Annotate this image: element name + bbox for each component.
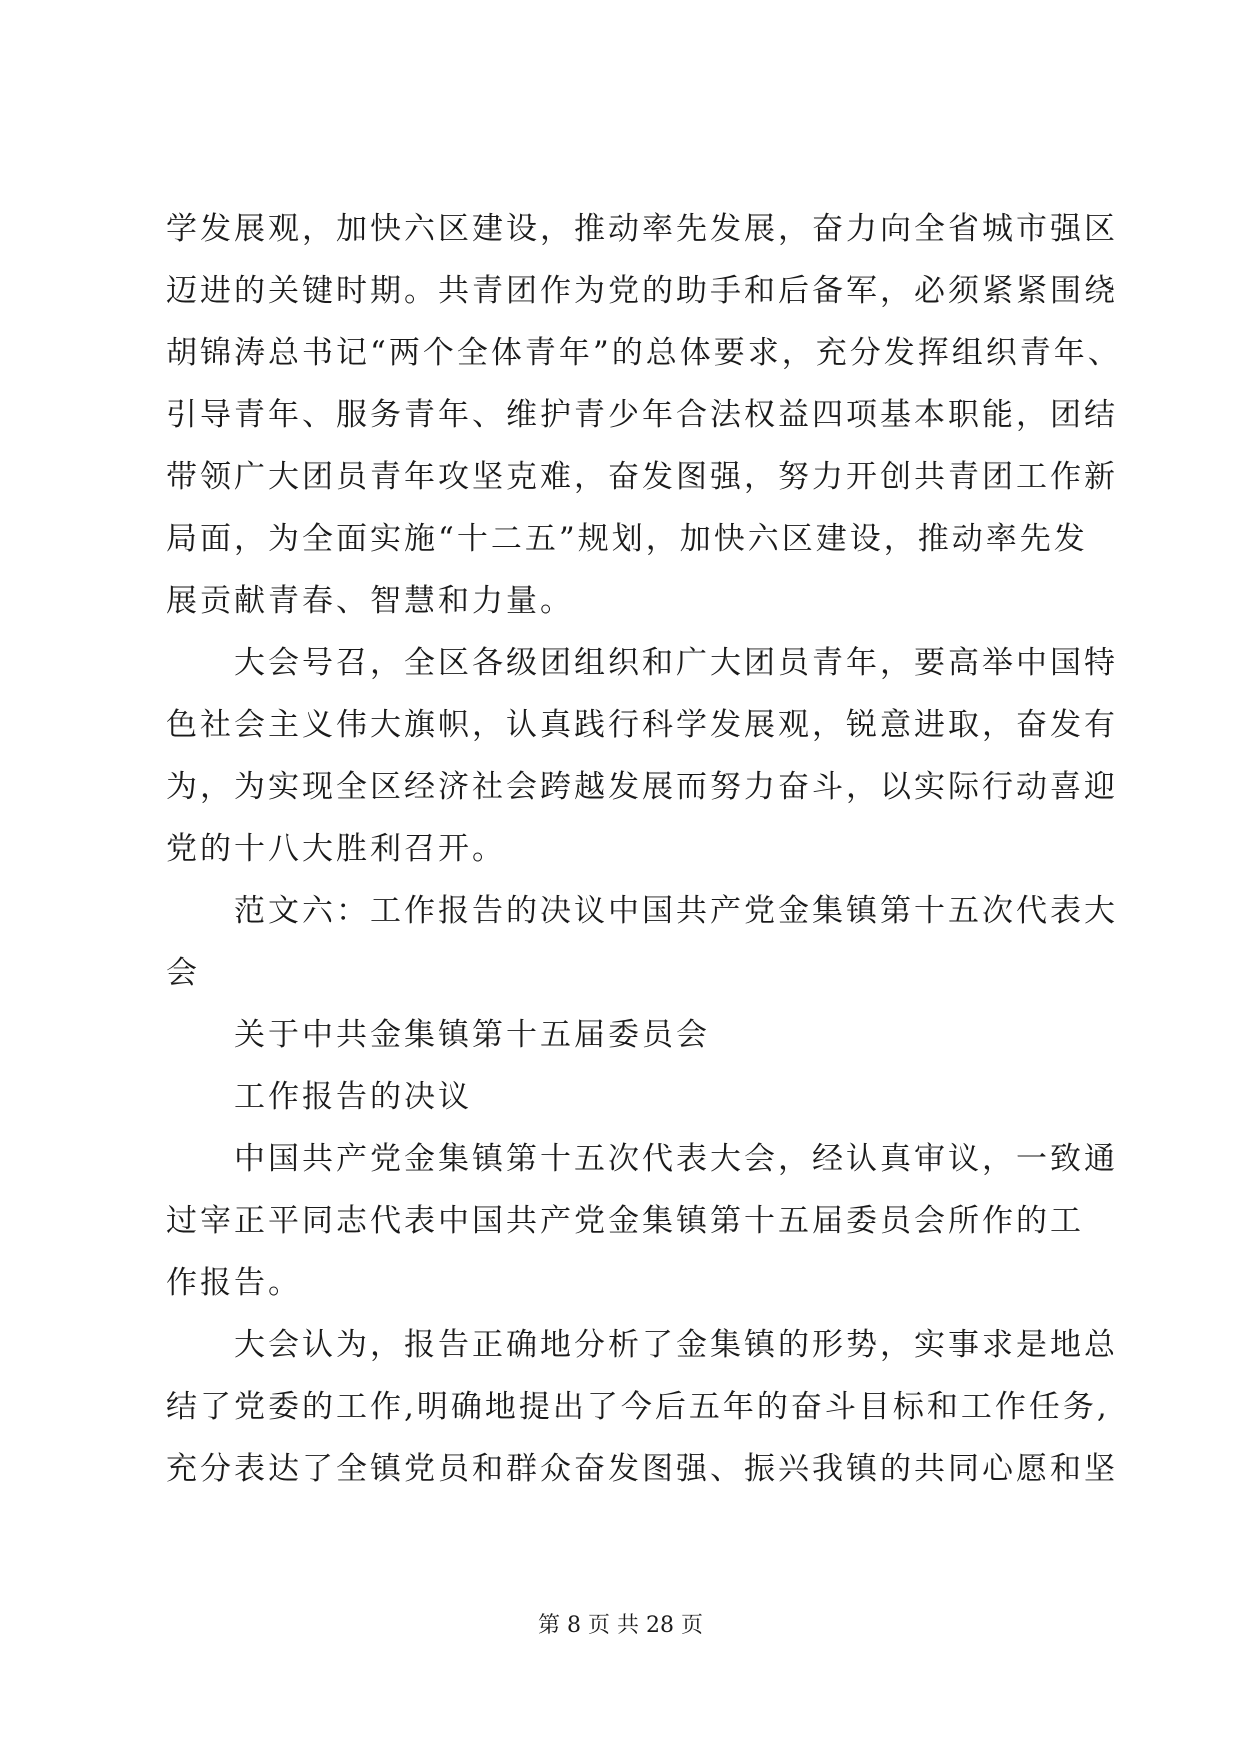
text-line-16: 中国共产党金集镇第十五次代表大会，经认真审议，一致通 xyxy=(234,1141,1118,1177)
text-line-19: 大会认为，报告正确地分析了金集镇的形势，实事求是地总 xyxy=(234,1327,1118,1363)
text-line-20: 结了党委的工作,明确地提出了今后五年的奋斗目标和工作任务, xyxy=(166,1389,1110,1425)
text-line-8: 大会号召，全区各级团组织和广大团员青年，要高举中国特 xyxy=(234,645,1118,681)
text-line-17: 过宰正平同志代表中国共产党金集镇第十五届委员会所作的工 xyxy=(166,1203,1084,1239)
text-line-12: 范文六：工作报告的决议中国共产党金集镇第十五次代表大 xyxy=(234,893,1118,929)
text-line-14: 关于中共金集镇第十五届委员会 xyxy=(234,1017,710,1053)
document-body xyxy=(166,198,1122,1500)
text-line-7: 展贡献青春、智慧和力量。 xyxy=(166,583,574,619)
page-number-footer: 第 8 页 共 28 页 xyxy=(538,1613,703,1638)
text-line-2: 迈进的关键时期。共青团作为党的助手和后备军，必须紧紧围绕 xyxy=(166,273,1118,309)
text-line-6: 局面，为全面实施“十二五”规划，加快六区建设，推动率先发 xyxy=(166,521,1088,557)
text-line-3: 胡锦涛总书记“两个全体青年”的总体要求，充分发挥组织青年、 xyxy=(166,335,1122,371)
text-line-21: 充分表达了全镇党员和群众奋发图强、振兴我镇的共同心愿和坚 xyxy=(166,1451,1118,1487)
text-line-5: 带领广大团员青年攻坚克难，奋发图强，努力开创共青团工作新 xyxy=(166,459,1118,495)
text-line-1: 学发展观，加快六区建设，推动率先发展，奋力向全省城市强区 xyxy=(166,211,1118,247)
text-line-18: 作报告。 xyxy=(166,1265,302,1301)
text-line-11: 党的十八大胜利召开。 xyxy=(166,831,506,867)
text-line-15: 工作报告的决议 xyxy=(234,1079,472,1115)
text-line-4: 引导青年、服务青年、维护青少年合法权益四项基本职能，团结 xyxy=(166,397,1118,433)
text-line-9: 色社会主义伟大旗帜，认真践行科学发展观，锐意进取，奋发有 xyxy=(166,707,1118,743)
text-line-13: 会 xyxy=(166,955,200,991)
text-line-10: 为，为实现全区经济社会跨越发展而努力奋斗，以实际行动喜迎 xyxy=(166,769,1118,805)
